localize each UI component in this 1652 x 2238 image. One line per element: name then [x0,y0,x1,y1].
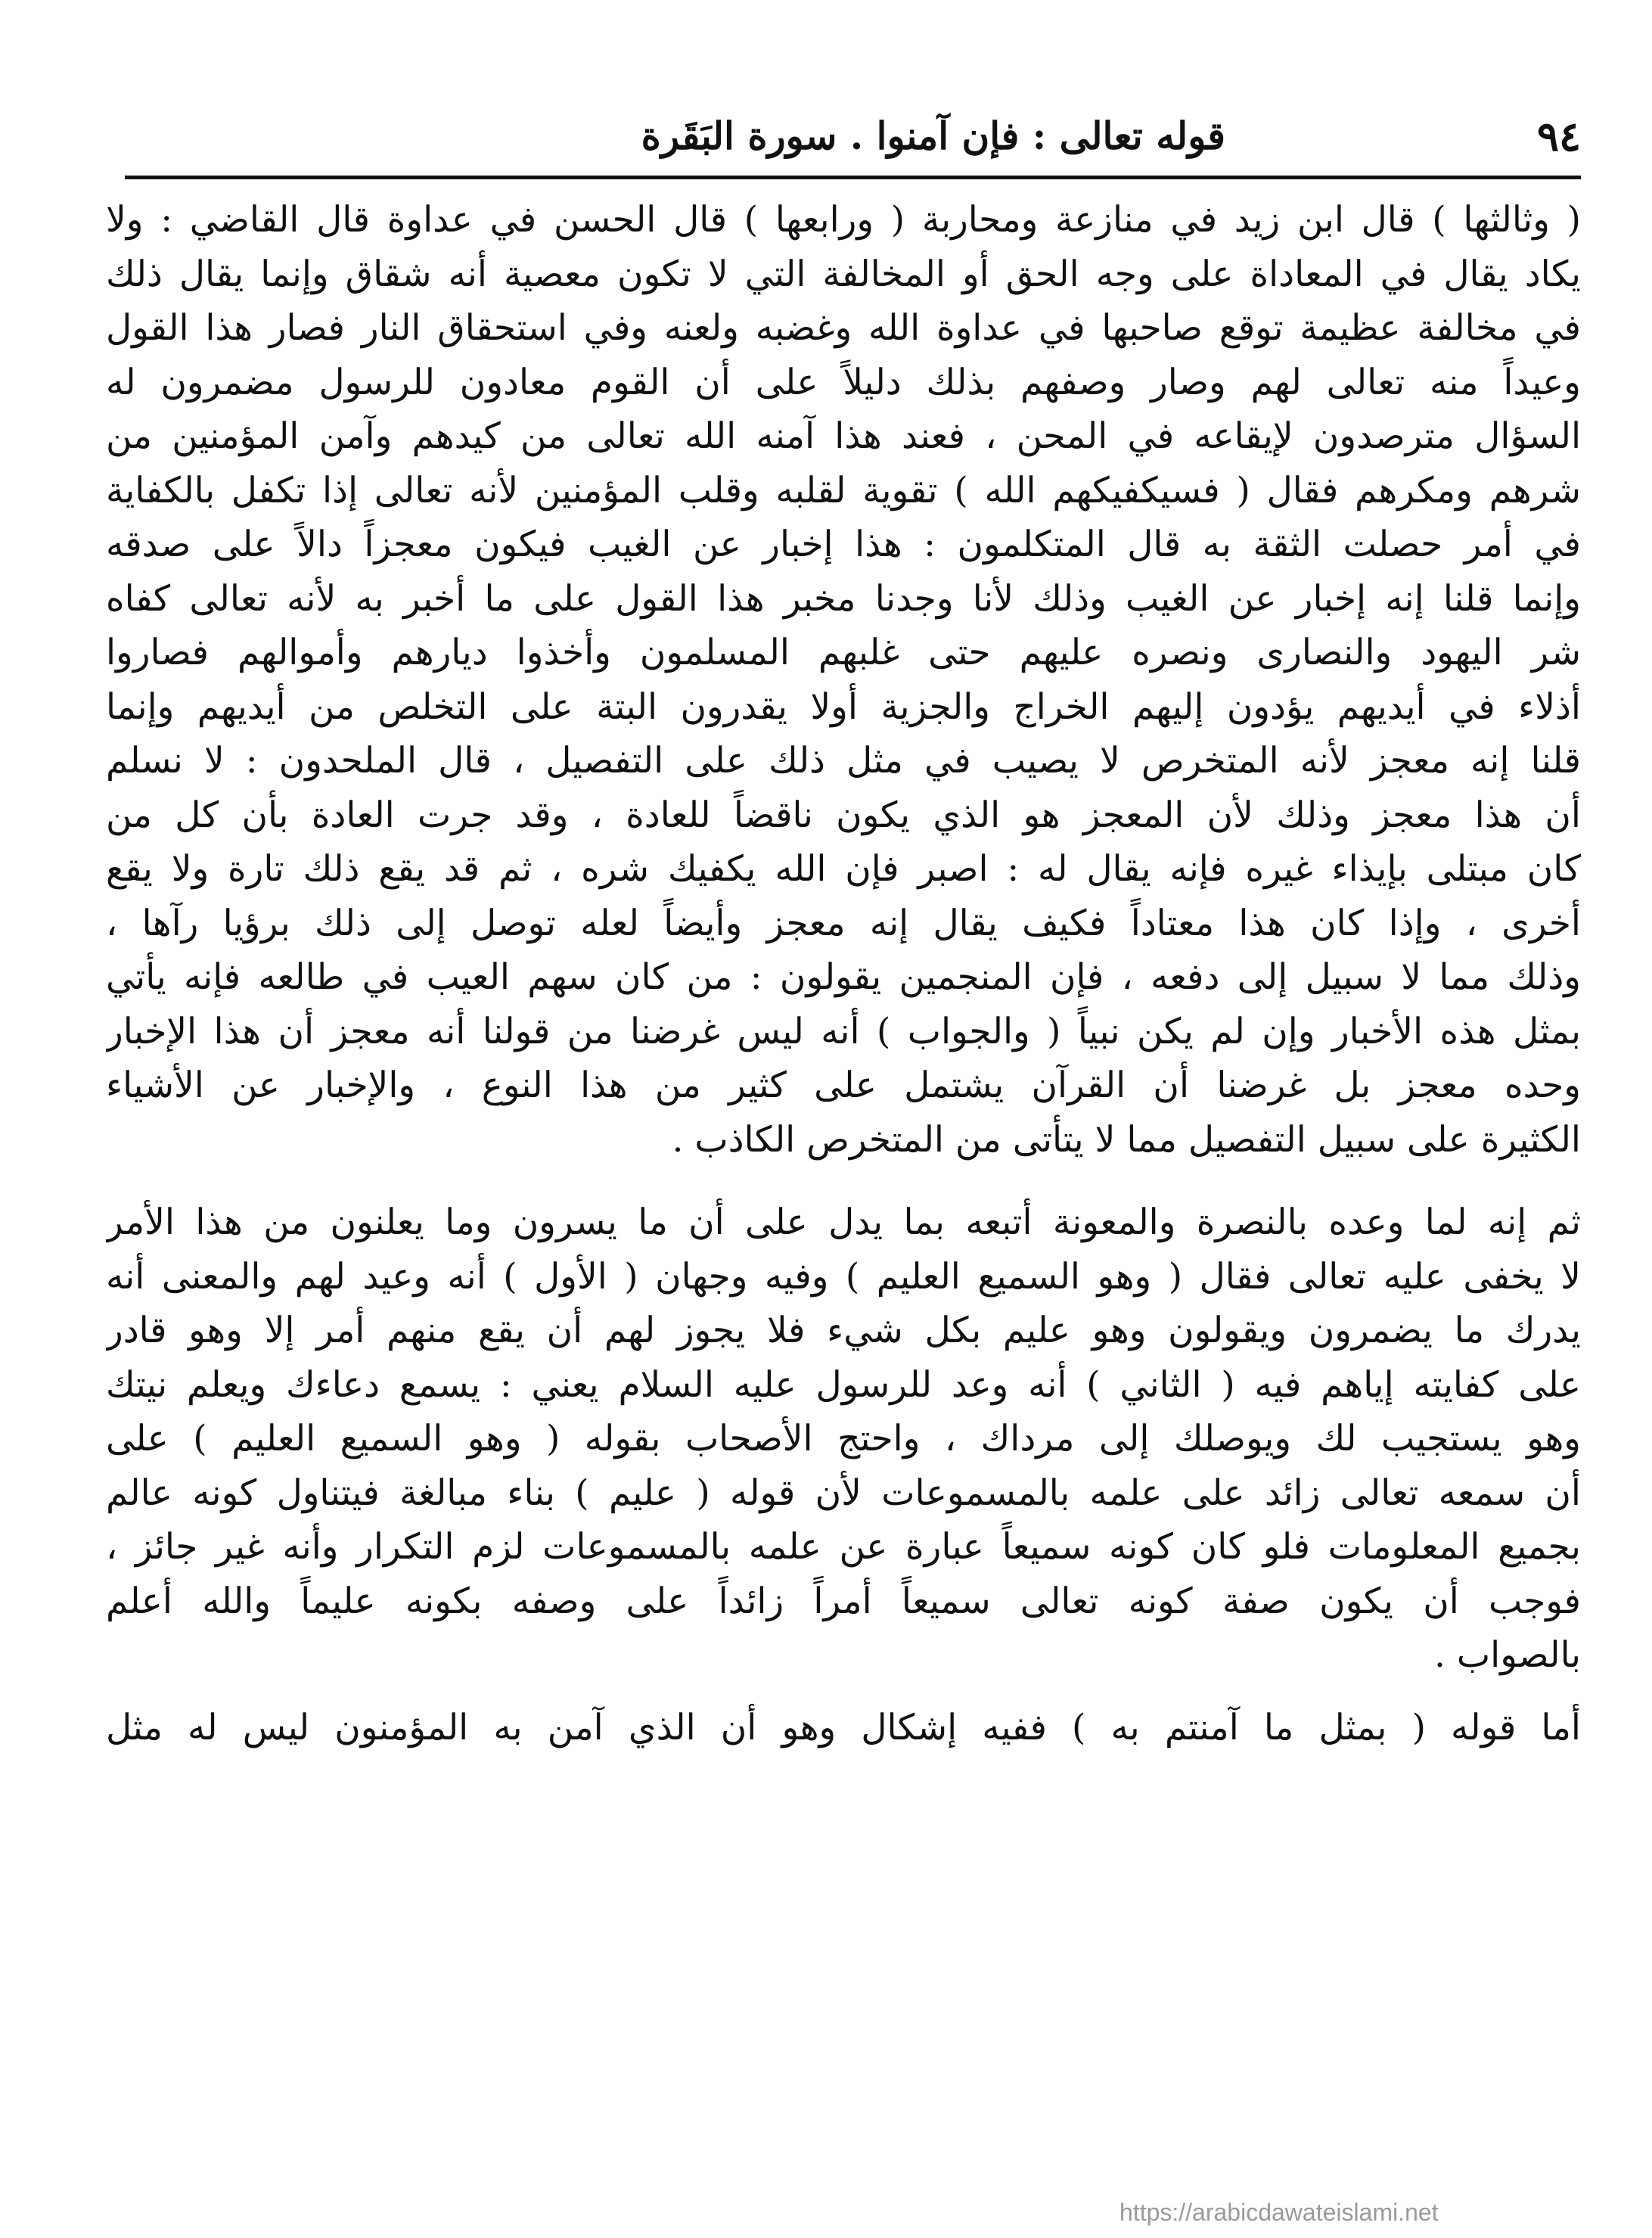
text-line: ( وثالثها ) قال ابن زيد في منازعة ومحاربة ( ورابعها ) قال الحسن في عداوة قال القاضي : ولا [106,199,1581,241]
page-header [125,106,1581,166]
body-text [106,193,1581,1755]
text-line: أن هذا معجز وذلك لأن المعجز هو الذي يكون ناقضاً للعادة ، وقد جرت العادة بأن كل من [106,794,1581,836]
text-line: في أمر حصلت الثقة به قال المتكلمون : هذا إخبار عن الغيب فيكون معجزاً دالاً على صدقه [106,524,1581,565]
text-line: في مخالفة عظيمة توقع صاحبها في عداوة الله وغضبه ولعنه وفي استحقاق النار فصار هذا القول [106,307,1581,349]
running-head: قوله تعالى : فإن آمنوا . سورة البَقَرة [641,113,1225,158]
text-line: شر اليهود والنصارى ونصره عليهم حتى غلبهم المسلمون وأخذوا ديارهم وأموالهم فصاروا [106,632,1581,673]
text-line: وذلك مما لا سبيل إلى دفعه ، فإن المنجمين يقولون : من كان سهم العيب في طالعه فإنه يأتي [106,956,1581,998]
text-line: السؤال مترصدون لإيقاعه في المحن ، فعند هذا آمنه الله تعالى من كيدهم وآمن المؤمنين من [106,415,1581,457]
text-line: فوجب أن يكون صفة كونه تعالى سميعاً أمراً زائداً على وصفه بكونه عليماً والله أعلم [106,1580,1581,1622]
text-line: أن سمعه تعالى زائد على علمه بالمسموعات لأن قوله ( عليم ) بناء مبالغة فيتناول كونه عالم [106,1472,1581,1514]
paragraph-gap [106,1683,1581,1701]
text-line: وهو يستجيب لك ويوصلك إلى مرداك ، واحتج الأصحاب بقوله ( وهو السميع العليم ) على [106,1418,1581,1459]
text-line: على كفايته إياهم فيه ( الثاني ) أنه وعد للرسول عليه السلام يعني : يسمع دعاءك ويعلم نيتك [106,1363,1581,1406]
header-rule [125,176,1581,179]
text-line: وإنما قلنا إنه إخبار عن الغيب وذلك لأنا وجدنا مخبر هذا القول على ما أخبر به لأنه تعالى كفاه [106,577,1581,620]
text-line: أذلاء في أيديهم يؤدون إليهم الخراج والجزية أولا يقدرون البتة على التخلص من أيديهم وإنما [106,685,1581,728]
text-line: لا يخفى عليه تعالى فقال ( وهو السميع العليم ) وفيه وجهان ( الأول ) أنه وعيد لهم والمعنى أنه [106,1255,1581,1298]
text-line: بالصواب . [1434,1634,1581,1676]
text-line: بجميع المعلومات فلو كان كونه سميعاً عبارة عن علمه بالمسموعات لزم التكرار وأنه غير جائز ، [106,1526,1581,1568]
text-line: شرهم ومكرهم فقال ( فسيكفيكهم الله ) تقوية لقلبه وقلب المؤمنين لأنه تعالى إذا تكفل بالكفاية [106,469,1581,511]
paragraph-2 [106,1195,1581,1683]
text-line: أخرى ، وإذا كان هذا معتاداً فكيف يقال إنه معجز وأيضاً لعله توصل إلى ذلك برؤيا رآها ، [106,902,1581,944]
text-line: قلنا إنه معجز لأنه المتخرص لا يصيب في مثل ذلك على التفصيل ، قال الملحدون : لا نسلم [106,740,1581,782]
text-line: بمثل هذه الأخبار وإن لم يكن نبياً ( والجواب ) أنه ليس غرضنا من قولنا أنه معجز أن هذا الإخبار [106,1010,1581,1052]
text-line: يكاد يقال في المعاداة على وجه الحق أو المخالفة التي لا تكون معصية أنه شقاق وإنما يقال ذلك [106,253,1581,295]
paragraph-1 [106,193,1581,1167]
text-line: ثم إنه لما وعده بالنصرة والمعونة أتبعه بما يدل على أن ما يسرون وما يعلنون من هذا الأمر [106,1201,1581,1243]
paragraph-3 [106,1701,1581,1755]
text-line: كان مبتلى بإيذاء غيره فإنه يقال له : اصبر فإن الله يكفيك شره ، ثم قد يقع ذلك تارة ولا يقع [106,848,1581,890]
text-line: وعيداً منه تعالى لهم وصار وصفهم بذلك دليلاً على أن القوم معادون للرسول مضمرون له [106,361,1581,403]
text-line: أما قوله ( بمثل ما آمنتم به ) ففيه إشكال وهو أن الذي آمن به المؤمنون ليس له مثل [106,1706,1581,1748]
paragraph-gap [106,1167,1581,1195]
text-line: يدرك ما يضمرون ويقولون وهو عليم بكل شيء فلا يجوز لهم أن يقع منهم أمر إلا وهو قادر [106,1310,1581,1351]
text-line: وحده معجز بل غرضنا أن القرآن يشتمل على كثير من هذا النوع ، والإخبار عن الأشياء [106,1065,1581,1106]
text-line: الكثيرة على سبيل التفصيل مما لا يتأتى من المتخرص الكاذب . [672,1118,1581,1161]
watermark-url: https://arabicdawateislami.net [1119,2199,1439,2226]
page-number: ٩٤ [1536,112,1581,160]
